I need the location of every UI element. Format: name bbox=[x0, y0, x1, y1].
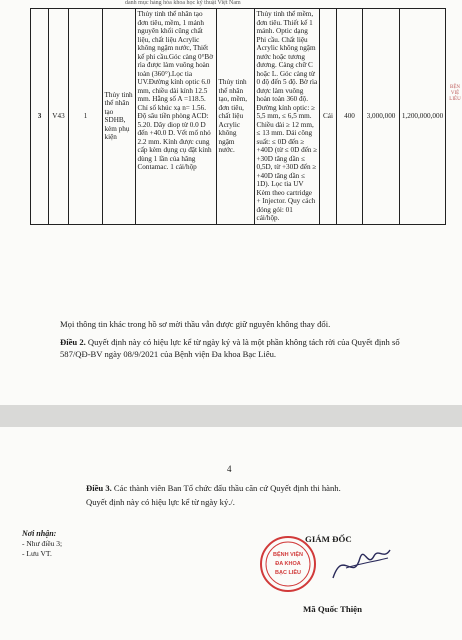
item-name: Thủy tinh thể nhân tạo SDHB, kèm phụ kiện bbox=[103, 9, 136, 225]
director-title: GIÁM ĐỐC bbox=[305, 534, 352, 544]
total-price: 1,200,000,000 bbox=[400, 9, 446, 225]
article-3-effect: Quyết định này có hiệu lực kể từ ngày ký./. bbox=[86, 497, 235, 507]
unit: Cái bbox=[320, 9, 337, 225]
signer-name: Mã Quốc Thiện bbox=[303, 604, 362, 614]
side-stamp-fragment: BỆN VIỆ LIÊU bbox=[449, 85, 461, 102]
recipient-item: - Như điều 3; bbox=[22, 539, 63, 548]
spec-table bbox=[30, 8, 446, 225]
article-3-label: Điều 3. bbox=[86, 483, 112, 493]
quantity: 400 bbox=[337, 9, 363, 225]
seal-line-2: ĐA KHOA bbox=[275, 561, 301, 567]
page-number: 4 bbox=[227, 464, 232, 474]
document-page-2 bbox=[0, 427, 462, 640]
hospital-seal-icon bbox=[258, 534, 318, 594]
paragraph-article-3 bbox=[86, 481, 446, 509]
lot-qty: 1 bbox=[69, 9, 103, 225]
technical-requirement: Thủy tinh thể nhân tạo đơn tiêu, mềm, 1 mảnh nguyên khối cũng chất liệu, chất liệu Acrylic không ngậm nước, Thiết kế phi cầu.Góc càng 0°Bờ rìa được làm vuông hoàn toàn (360°).Lọc tia UV.Đường kính optic 6.0 mm, chiều dài kính 12.5 mm. Hằng số A =118.5. Chỉ số khúc xạ n= 1.56. Độ sâu tiền phòng ACD: 5.20. Dây diop từ 0.0 D đến +40.0 D. Vết mổ nhỏ 2.2 mm. Kính được cung cấp kèm dụng cụ đặt kính dùng 1 lần của hãng Contamac. 1 cái/hộp bbox=[136, 9, 217, 225]
top-cut-text: danh mục hàng hóa khoa học kỹ thuật Việt Nam bbox=[125, 0, 241, 6]
recipients-block bbox=[22, 529, 62, 559]
table-row bbox=[31, 9, 446, 225]
recipient-item: - Lưu VT. bbox=[22, 549, 52, 558]
paragraph-other-info: Mọi thông tin khác trong hồ sơ mời thầu vẫn được giữ nguyên không thay đổi. bbox=[60, 319, 331, 329]
article-2-text: Quyết định này có hiệu lực kể từ ngày ký và là một phần không tách rời của Quyết định số 587/QĐ-BV ngày 08/9/2021 của Bệnh viện Đa khoa Bạc Liêu. bbox=[60, 337, 400, 359]
article-3-text: Các thành viên Ban Tổ chức đấu thầu căn cứ Quyết định thi hành. bbox=[111, 483, 341, 493]
material-spec: Thủy tinh thể nhân tạo, mềm, đơn tiêu, chất liệu Acrylic không ngậm nước. bbox=[217, 9, 255, 225]
page-gap bbox=[0, 405, 462, 427]
item-code: V43 bbox=[49, 9, 69, 225]
offer-spec: Thủy tinh thể mềm, đơn tiêu. Thiết kế 1 mảnh. Optic dạng Phi cầu. Chất liệu Acrylic không ngậm nước hoặc tương đương. Càng chữ C hoặc L. Góc càng từ 0 độ đến 5 độ. Bờ rìa được làm vuông hoàn toàn 360 độ. Đường kính optic: ≥ 5,5 mm, ≤ 6,5 mm. Chiều dài ≥ 12 mm, ≤ 13 mm. Dải công suất: ≤ 0D đến ≥ +40D (từ ≤ 0D đến ≥ +30D tăng dần ≤ 0,5D, từ +30D đến ≥ +40D tăng dần ≤ 1D). Lọc tia UV Kèm theo cartridge + Injector. Quy cách đóng gói: 01 cái/hộp. bbox=[255, 9, 320, 225]
unit-price: 3,000,000 bbox=[363, 9, 400, 225]
seal-line-3: BẠC LIÊU bbox=[275, 570, 301, 576]
article-2-label: Điều 2. bbox=[60, 337, 86, 347]
seal-line-1: BỆNH VIỆN bbox=[273, 552, 303, 558]
paragraph-article-2 bbox=[60, 336, 430, 360]
signature-icon bbox=[328, 538, 398, 588]
recipients-title: Nơi nhận: bbox=[22, 529, 57, 538]
row-number: 3 bbox=[31, 9, 49, 225]
